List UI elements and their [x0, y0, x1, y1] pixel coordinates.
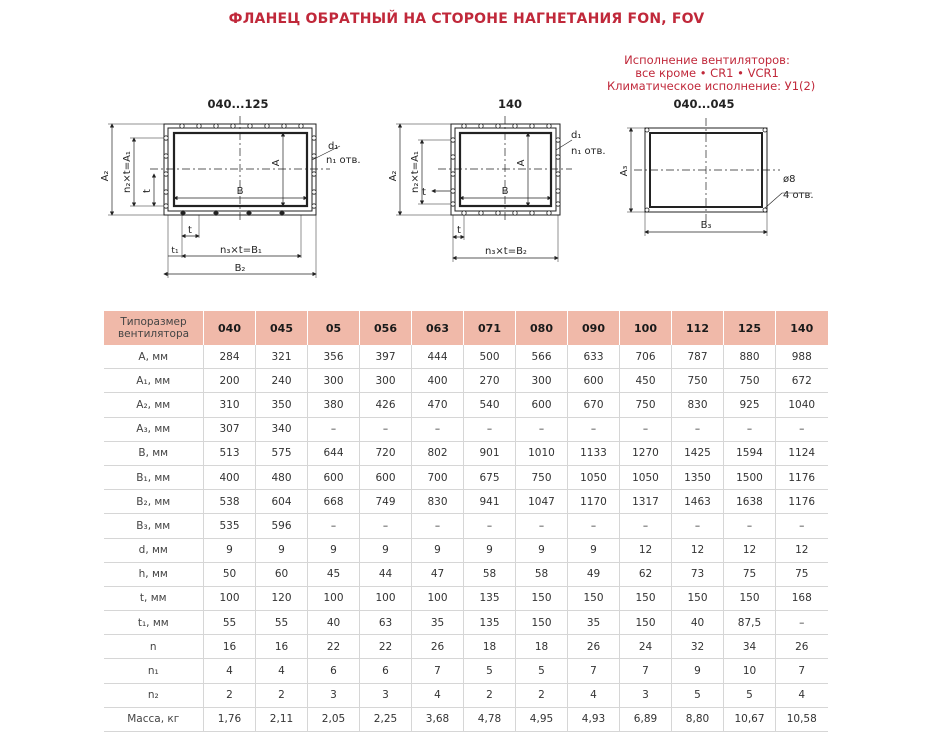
table-cell: 18 [464, 635, 516, 659]
dim-t1: t₁ [171, 246, 179, 256]
table-cell: 16 [204, 635, 256, 659]
bolt-holes [451, 124, 560, 215]
table-cell: 750 [516, 465, 568, 489]
table-cell: 600 [568, 369, 620, 393]
table-cell: – [464, 514, 516, 538]
spec-table [103, 311, 828, 732]
table-cell: 24 [620, 635, 672, 659]
table-cell: 55 [204, 611, 256, 635]
dim-b2: B₂ [234, 263, 246, 274]
table-cell: 675 [464, 465, 516, 489]
table-cell: 668 [308, 490, 360, 514]
table-cell: 830 [672, 393, 724, 417]
header-label [104, 311, 204, 345]
table-cell: 47 [412, 562, 464, 586]
table-cell: – [776, 514, 828, 538]
table-row [104, 441, 828, 465]
table-cell: 1124 [776, 441, 828, 465]
label-n1: n₁ отв. [571, 146, 606, 157]
table-cell: 2,05 [308, 707, 360, 731]
table-cell: 40 [308, 611, 360, 635]
table-cell: 100 [412, 586, 464, 610]
table-cell: 802 [412, 441, 464, 465]
table-cell: 12 [620, 538, 672, 562]
table-cell: 60 [256, 562, 308, 586]
table-cell: 4 [256, 659, 308, 683]
table-cell: 480 [256, 465, 308, 489]
table-cell: 9 [204, 538, 256, 562]
table-cell: – [516, 417, 568, 441]
table-row [104, 683, 828, 707]
dim-n3t: n₃×t=B₁ [220, 245, 262, 256]
table-cell: 150 [672, 586, 724, 610]
table-cell: 1170 [568, 490, 620, 514]
table-cell: 150 [516, 586, 568, 610]
table-row [104, 369, 828, 393]
table-cell: 1047 [516, 490, 568, 514]
row-label: n [104, 635, 204, 659]
table-cell: 397 [360, 345, 412, 369]
table-cell: 1500 [724, 465, 776, 489]
table-cell: – [724, 417, 776, 441]
table-cell: 1040 [776, 393, 828, 417]
table-cell: 5 [516, 659, 568, 683]
table-cell: 6 [308, 659, 360, 683]
table-cell: 75 [776, 562, 828, 586]
table-cell: 16 [256, 635, 308, 659]
row-label: t₁, мм [104, 611, 204, 635]
drawings [0, 0, 933, 300]
table-cell: 600 [308, 465, 360, 489]
row-label: n₁ [104, 659, 204, 683]
column-header: 045 [256, 311, 308, 345]
table-row [104, 707, 828, 731]
column-header: 071 [464, 311, 516, 345]
table-cell: 12 [672, 538, 724, 562]
table-cell: 35 [568, 611, 620, 635]
table-cell: 9 [672, 659, 724, 683]
label-n1: n₁ отв. [326, 155, 361, 166]
table-cell: 575 [256, 441, 308, 465]
table-cell: 644 [308, 441, 360, 465]
table-cell: 240 [256, 369, 308, 393]
row-label: B₁, мм [104, 465, 204, 489]
table-cell: – [412, 417, 464, 441]
table-cell: 380 [308, 393, 360, 417]
table-cell: 1010 [516, 441, 568, 465]
row-label: B, мм [104, 441, 204, 465]
row-label: B₃, мм [104, 514, 204, 538]
table-cell: 9 [308, 538, 360, 562]
table-cell: 444 [412, 345, 464, 369]
table-cell: 2 [516, 683, 568, 707]
table-cell: 2,25 [360, 707, 412, 731]
row-label: n₂ [104, 683, 204, 707]
table-cell: 300 [308, 369, 360, 393]
table-cell: 750 [620, 393, 672, 417]
table-row [104, 393, 828, 417]
table-cell: 7 [776, 659, 828, 683]
page-title: ФЛАНЕЦ ОБРАТНЫЙ НА СТОРОНЕ НАГНЕТАНИЯ FON, FOV [228, 11, 705, 27]
table-row [104, 586, 828, 610]
table-cell: 7 [568, 659, 620, 683]
table-cell: 270 [464, 369, 516, 393]
table-row [104, 514, 828, 538]
table-cell: 1463 [672, 490, 724, 514]
dim-t-bottom: t [457, 225, 461, 236]
table-cell: 18 [516, 635, 568, 659]
table-cell: 12 [776, 538, 828, 562]
table-cell: 4 [776, 683, 828, 707]
dim-n2t: n₂×t=A₁ [122, 151, 133, 193]
note-line-3: Климатическое исполнение: У1(2) [607, 79, 816, 93]
table-cell: 63 [360, 611, 412, 635]
table-cell: 9 [516, 538, 568, 562]
table-cell: 3,68 [412, 707, 464, 731]
drawing-caption: 040...045 [673, 97, 735, 111]
table-cell: 750 [724, 369, 776, 393]
table-cell: 596 [256, 514, 308, 538]
table-cell: 5 [464, 659, 516, 683]
table-cell: 300 [516, 369, 568, 393]
table-cell: 1425 [672, 441, 724, 465]
table-cell: 1,76 [204, 707, 256, 731]
table-cell: 100 [360, 586, 412, 610]
column-header: 056 [360, 311, 412, 345]
table-cell: 350 [256, 393, 308, 417]
table-cell: – [412, 514, 464, 538]
table-cell: 720 [360, 441, 412, 465]
table-cell: 40 [672, 611, 724, 635]
table-cell: 58 [464, 562, 516, 586]
table-cell: 150 [620, 611, 672, 635]
table-cell: 9 [568, 538, 620, 562]
table-cell: 10,67 [724, 707, 776, 731]
table-cell: 300 [360, 369, 412, 393]
row-label: A₃, мм [104, 417, 204, 441]
row-label: d, мм [104, 538, 204, 562]
table-row [104, 345, 828, 369]
table-cell: 566 [516, 345, 568, 369]
table-cell: 6 [360, 659, 412, 683]
table-cell: 9 [464, 538, 516, 562]
table-cell: 45 [308, 562, 360, 586]
table-cell: 4 [412, 683, 464, 707]
table-cell: 3 [620, 683, 672, 707]
table-cell: 356 [308, 345, 360, 369]
table-cell: 26 [412, 635, 464, 659]
dim-b3: B₃ [700, 220, 712, 231]
table-cell: 100 [308, 586, 360, 610]
table-cell: 470 [412, 393, 464, 417]
row-label: B₂, мм [104, 490, 204, 514]
table-cell: 1176 [776, 490, 828, 514]
table-cell: 670 [568, 393, 620, 417]
table-cell: 307 [204, 417, 256, 441]
table-cell: 100 [204, 586, 256, 610]
column-header: 05 [308, 311, 360, 345]
table-cell: 49 [568, 562, 620, 586]
table-cell: 87,5 [724, 611, 776, 635]
row-label: Масса, кг [104, 707, 204, 731]
table-cell: 8,80 [672, 707, 724, 731]
table-cell: 5 [724, 683, 776, 707]
table-row [104, 490, 828, 514]
table-cell: 4 [204, 659, 256, 683]
table-cell: 62 [620, 562, 672, 586]
table-row [104, 611, 828, 635]
header-label-line-2: вентилятора [117, 328, 190, 340]
dim-b: B [501, 186, 509, 197]
table-cell: 600 [516, 393, 568, 417]
table-cell: 700 [412, 465, 464, 489]
table-cell: 1050 [568, 465, 620, 489]
table-cell: 1133 [568, 441, 620, 465]
note-line-2: все кроме • CR1 • VCR1 [635, 66, 779, 80]
row-label: A₂, мм [104, 393, 204, 417]
label-4-holes: 4 отв. [783, 190, 814, 201]
table-cell: – [672, 514, 724, 538]
table-cell: – [776, 611, 828, 635]
table-cell: 538 [204, 490, 256, 514]
table-cell: – [464, 417, 516, 441]
table-cell: 9 [360, 538, 412, 562]
table-cell: 4 [568, 683, 620, 707]
table-cell: 400 [412, 369, 464, 393]
table-cell: 120 [256, 586, 308, 610]
table-cell: 633 [568, 345, 620, 369]
table-cell: 22 [360, 635, 412, 659]
table-cell: 7 [620, 659, 672, 683]
table-cell: 400 [204, 465, 256, 489]
table-cell: 2,11 [256, 707, 308, 731]
table-cell: 26 [776, 635, 828, 659]
table-cell: 4,78 [464, 707, 516, 731]
table-cell: 2 [464, 683, 516, 707]
table-cell: – [308, 417, 360, 441]
table-cell: 2 [256, 683, 308, 707]
table-cell: 55 [256, 611, 308, 635]
table-cell: 75 [724, 562, 776, 586]
table-cell: 604 [256, 490, 308, 514]
table-cell: 22 [308, 635, 360, 659]
table-cell: 1594 [724, 441, 776, 465]
drawing-caption: 140 [497, 97, 523, 111]
table-cell: 168 [776, 586, 828, 610]
table-cell: – [776, 417, 828, 441]
table-cell: 10,58 [776, 707, 828, 731]
table-row [104, 635, 828, 659]
table-cell: – [568, 514, 620, 538]
dim-t: t [422, 187, 426, 198]
dim-b: B [236, 186, 244, 197]
table-cell: 135 [464, 611, 516, 635]
dim-a3: A₃ [619, 165, 630, 177]
dim-a: A [516, 159, 527, 167]
flange-drawing-140 [396, 97, 572, 262]
dim-n3t: n₃×t=B₂ [485, 246, 527, 257]
table-cell: – [308, 514, 360, 538]
drawing-caption: 040...125 [207, 97, 269, 111]
table-cell: 50 [204, 562, 256, 586]
table-cell: 787 [672, 345, 724, 369]
flange-drawing-040-045 [627, 97, 812, 236]
table-cell: 426 [360, 393, 412, 417]
table-cell: 9 [256, 538, 308, 562]
table-cell: 58 [516, 562, 568, 586]
table-cell: 749 [360, 490, 412, 514]
table-row [104, 562, 828, 586]
table-cell: 7 [412, 659, 464, 683]
column-header: 125 [724, 311, 776, 345]
row-label: t, мм [104, 586, 204, 610]
table-cell: 34 [724, 635, 776, 659]
table-cell: – [672, 417, 724, 441]
header-label-line-1: Типоразмер [120, 316, 187, 328]
table-header-row [104, 311, 828, 345]
table-cell: – [516, 514, 568, 538]
table-cell: 750 [672, 369, 724, 393]
table-cell: 1176 [776, 465, 828, 489]
table-cell: 540 [464, 393, 516, 417]
row-label: A, мм [104, 345, 204, 369]
table-cell: 4,95 [516, 707, 568, 731]
table-cell: – [620, 514, 672, 538]
table-cell: 1317 [620, 490, 672, 514]
table-cell: 830 [412, 490, 464, 514]
table-cell: 10 [724, 659, 776, 683]
table-cell: 73 [672, 562, 724, 586]
table-cell: 284 [204, 345, 256, 369]
column-header: 100 [620, 311, 672, 345]
table-cell: 5 [672, 683, 724, 707]
table-cell: 1050 [620, 465, 672, 489]
table-cell: 880 [724, 345, 776, 369]
table-cell: 941 [464, 490, 516, 514]
table-cell: 1638 [724, 490, 776, 514]
dim-a: A [271, 159, 282, 167]
column-header: 090 [568, 311, 620, 345]
table-cell: 44 [360, 562, 412, 586]
table-row [104, 659, 828, 683]
table-cell: – [620, 417, 672, 441]
dim-a2: A₂ [388, 170, 399, 182]
table-cell: 35 [412, 611, 464, 635]
dim-t-bottom: t [188, 225, 192, 236]
label-d1: d₁ [328, 141, 339, 152]
table-cell: 9 [412, 538, 464, 562]
table-cell: 706 [620, 345, 672, 369]
row-label: A₁, мм [104, 369, 204, 393]
table-cell: – [360, 514, 412, 538]
table-cell: 988 [776, 345, 828, 369]
dim-n2t: n₂×t=A₁ [410, 151, 421, 193]
table-cell: 321 [256, 345, 308, 369]
table-cell: 672 [776, 369, 828, 393]
row-label: h, мм [104, 562, 204, 586]
table-cell: 600 [360, 465, 412, 489]
table-cell: 1270 [620, 441, 672, 465]
dim-a2: A₂ [100, 170, 111, 182]
table-cell: 26 [568, 635, 620, 659]
table-cell: 12 [724, 538, 776, 562]
table-row [104, 465, 828, 489]
table-cell: 500 [464, 345, 516, 369]
table-cell: – [568, 417, 620, 441]
note-line-1: Исполнение вентиляторов: [624, 53, 790, 67]
table-cell: 3 [360, 683, 412, 707]
column-header: 112 [672, 311, 724, 345]
table-body [104, 345, 828, 732]
column-header: 140 [776, 311, 828, 345]
column-header: 080 [516, 311, 568, 345]
table-cell: – [724, 514, 776, 538]
table-cell: – [360, 417, 412, 441]
table-cell: 901 [464, 441, 516, 465]
dim-t: t [142, 189, 153, 193]
table-cell: 450 [620, 369, 672, 393]
label-phi8: ø8 [783, 174, 796, 185]
table-cell: 1350 [672, 465, 724, 489]
table-cell: 32 [672, 635, 724, 659]
table-cell: 513 [204, 441, 256, 465]
table-cell: 535 [204, 514, 256, 538]
label-d1: d₁ [571, 130, 582, 141]
table-cell: 3 [308, 683, 360, 707]
table-cell: 150 [568, 586, 620, 610]
table-row [104, 538, 828, 562]
table-cell: 150 [724, 586, 776, 610]
table-cell: 340 [256, 417, 308, 441]
column-header: 040 [204, 311, 256, 345]
table-cell: 200 [204, 369, 256, 393]
column-header: 063 [412, 311, 464, 345]
table-cell: 4,93 [568, 707, 620, 731]
table-cell: 135 [464, 586, 516, 610]
table-cell: 2 [204, 683, 256, 707]
table-cell: 6,89 [620, 707, 672, 731]
table-cell: 150 [516, 611, 568, 635]
table-cell: 925 [724, 393, 776, 417]
table-cell: 310 [204, 393, 256, 417]
table-cell: 150 [620, 586, 672, 610]
table-row [104, 417, 828, 441]
